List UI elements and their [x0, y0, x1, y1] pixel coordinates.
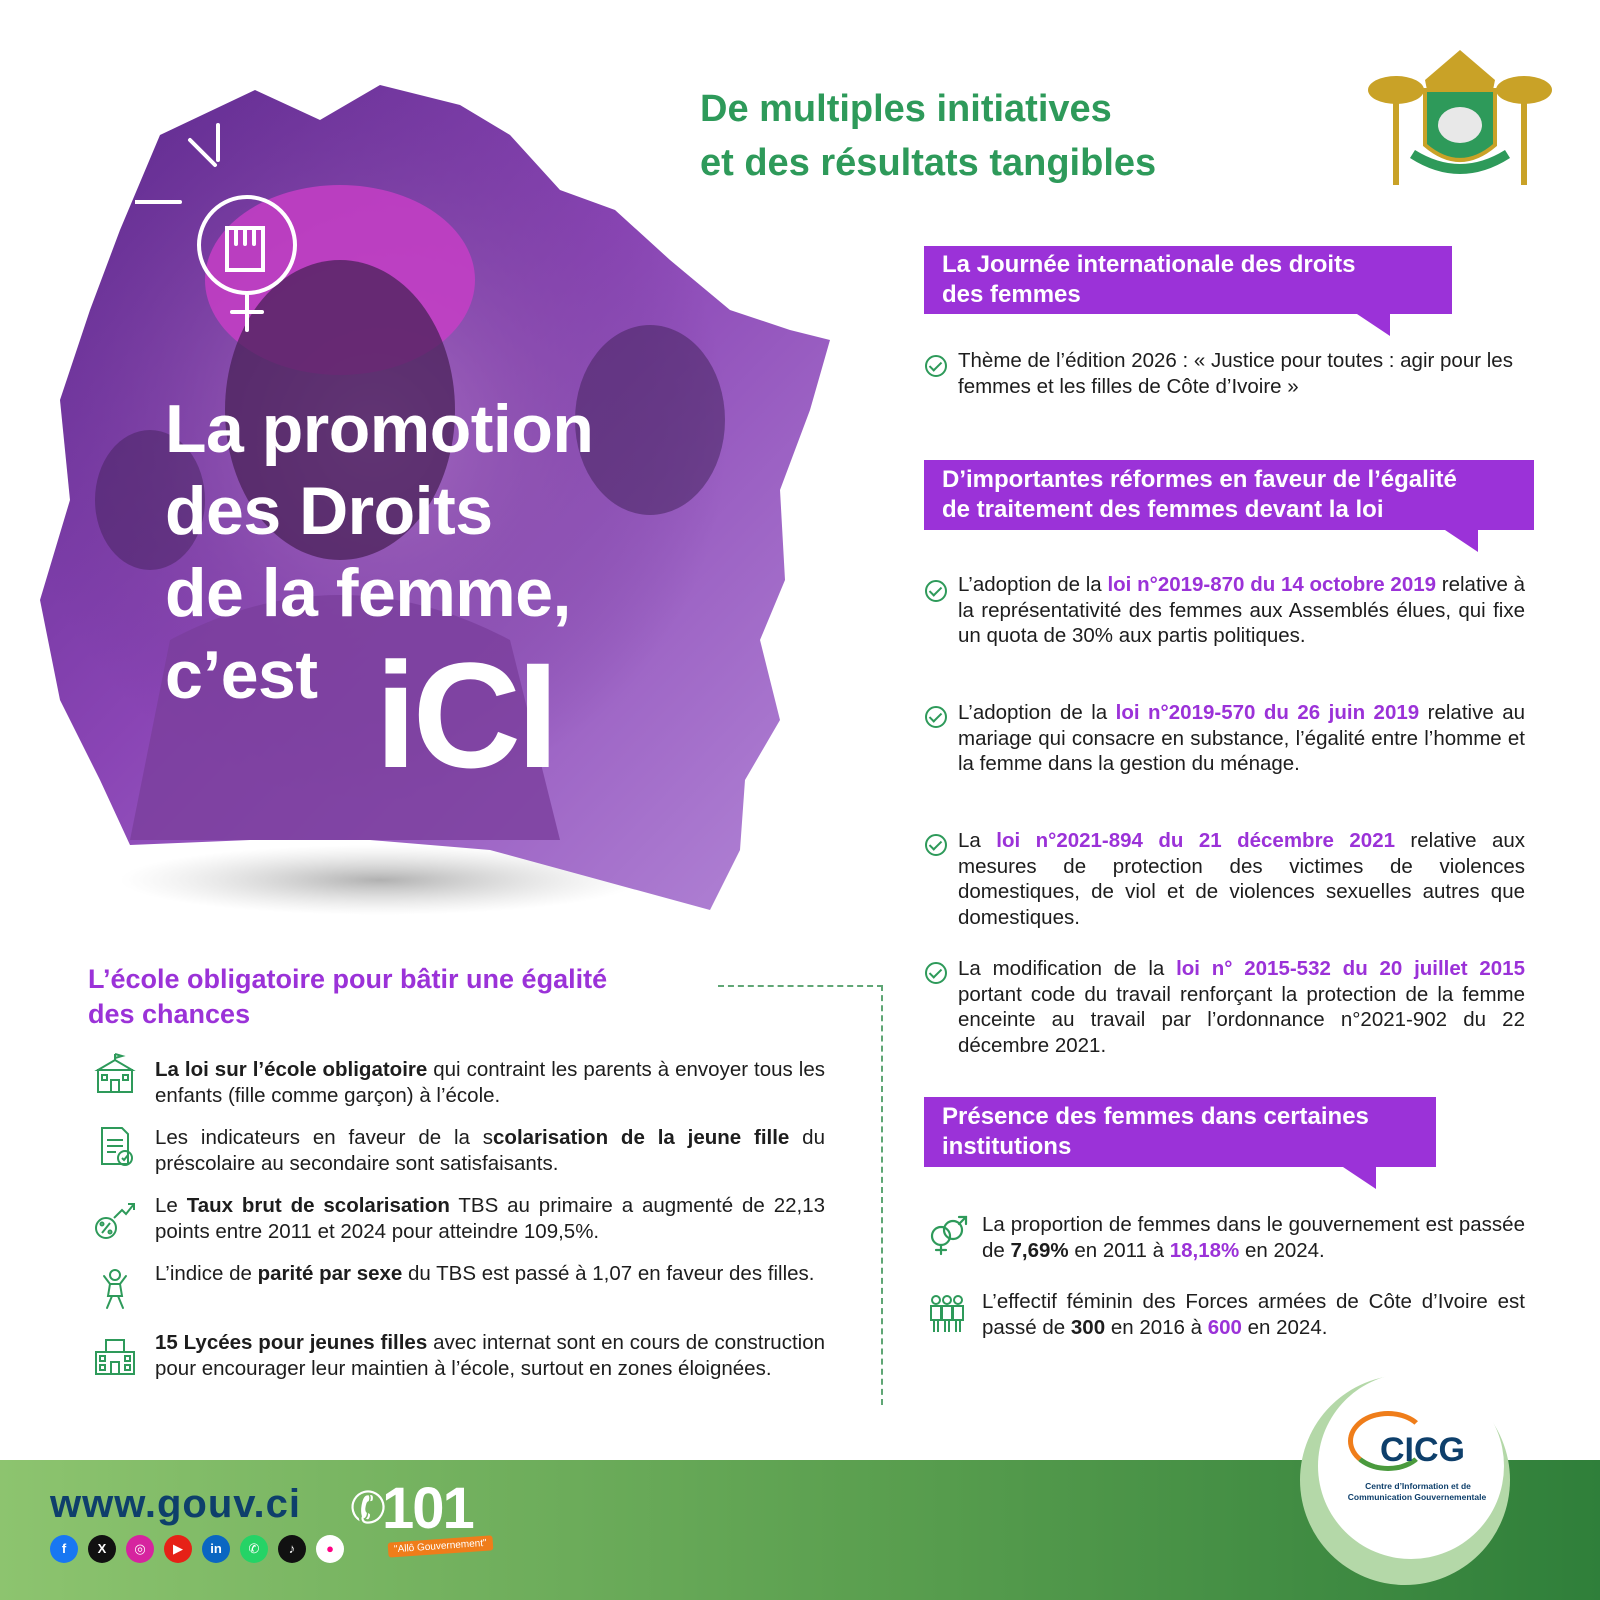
feminist-fist-icon	[135, 120, 310, 335]
ecole-item-1	[155, 1057, 825, 1108]
ecole-text: qui contraint les parents à envoyer tous les enfants (fille comme garçon) à l’école.	[155, 1058, 825, 1107]
cicg-caption-2: Communication Gouvernementale	[1347, 1492, 1487, 1502]
main-heading-line-1: De multiples initiatives	[700, 88, 1112, 130]
check-icon	[925, 834, 947, 856]
journee-theme: Thème de l’édition 2026 : « Justice pour toutes : agir pour les femmes et les filles de Côte d’Ivoire »	[958, 349, 1513, 398]
ecole-item-3	[155, 1193, 825, 1244]
journee-banner-line-2: des femmes	[942, 281, 1081, 308]
cicg-logo	[1318, 1373, 1504, 1559]
high-school-building-icon	[92, 1334, 138, 1380]
phone-icon: ✆	[344, 1480, 393, 1537]
reforme-text: La modification de la	[958, 957, 1177, 980]
tiktok-icon[interactable]: ♪	[278, 1535, 306, 1563]
cicg-caption-1: Centre d’Information et de	[1365, 1481, 1471, 1491]
reforme-text: relative aux mesures de protection des victimes de violences domestiques, de viol et de violences sexuelles autres que domestiques.	[958, 829, 1526, 929]
reforme-text: relative au mariage qui consacre en substance, l’égalité entre l’homme et la femme dans la gestion du ménage.	[958, 701, 1525, 775]
ecole-bold: parité par sexe	[257, 1262, 403, 1285]
hotline-number: 101	[382, 1476, 473, 1541]
reforme-text: La	[958, 829, 997, 852]
whatsapp-icon[interactable]: ✆	[240, 1535, 268, 1563]
website-link[interactable]: www.gouv.ci	[50, 1482, 302, 1526]
presence-text: en 2024.	[1239, 1238, 1325, 1262]
check-icon	[925, 355, 947, 377]
dashed-divider	[718, 985, 883, 987]
hero-line-4: c’est	[165, 637, 318, 713]
hero-line-1: La promotion	[165, 391, 594, 467]
law-reference: loi n°2019-870 du 14 octobre 2019	[1107, 573, 1437, 596]
reformes-banner-line-1: D’importantes réformes en faveur de l’égalité	[942, 466, 1457, 493]
presence-value: 300	[1070, 1315, 1106, 1339]
journee-banner-line-1: La Journée internationale des droits	[942, 251, 1356, 278]
presence-text: L’effectif féminin des Forces armées de Côte d’Ivoire est passé de	[982, 1290, 1525, 1339]
presence-value: 18,18%	[1169, 1238, 1240, 1262]
hero-ici: iCI	[375, 631, 555, 799]
hero-line-3: de la femme,	[165, 555, 571, 631]
youtube-icon[interactable]: ▶	[164, 1535, 192, 1563]
ecole-item-2	[155, 1125, 825, 1176]
reforme-item-3	[958, 828, 1525, 930]
ecole-bold: Taux brut de scolarisation	[186, 1194, 450, 1217]
presence-banner-line-2: institutions	[942, 1133, 1072, 1160]
cicg-name: CICG	[1380, 1431, 1465, 1469]
flickr-icon[interactable]: ●	[316, 1535, 344, 1563]
reformes-banner	[924, 460, 1534, 530]
ecole-bold: 15 Lycées pour jeunes filles	[155, 1331, 428, 1354]
ecole-heading-line-2: des chances	[88, 999, 251, 1029]
ecole-bold: colarisation de la jeune fille	[493, 1126, 790, 1149]
facebook-icon[interactable]: f	[50, 1535, 78, 1563]
presence-text: en 2024.	[1241, 1315, 1328, 1339]
main-heading	[700, 82, 1320, 190]
reforme-text: portant code du travail renforçant la protection de la femme enceinte au travail par l’ordonnance n°2021-902 du 22 décembre 2021.	[958, 982, 1525, 1057]
ecole-heading	[88, 962, 708, 1032]
instagram-icon[interactable]: ◎	[126, 1535, 154, 1563]
ecole-text: avec internat sont en cours de construction pour encourager leur maintien à l’école, surtout en zones éloignées.	[155, 1331, 826, 1380]
percentage-growth-icon	[92, 1196, 138, 1242]
presence-text: en 2011 à	[1068, 1238, 1170, 1262]
presence-item-2	[982, 1289, 1525, 1340]
hotline-caption: "Allô Gouvernement"	[388, 1535, 493, 1557]
linkedin-icon[interactable]: in	[202, 1535, 230, 1563]
dashed-divider	[881, 985, 883, 1405]
law-reference: loi n° 2015-532 du 20 juillet 2015	[1176, 957, 1525, 980]
ecole-heading-line-1: L’école obligatoire pour bâtir une égalité	[88, 964, 608, 994]
ecole-text: du TBS est passé à 1,07 en faveur des filles.	[402, 1262, 815, 1285]
girl-jumping-icon	[92, 1266, 138, 1312]
journee-banner	[924, 246, 1452, 314]
reforme-text: relative à la représentativité des femmes aux Assemblés élues, qui fixe un quota de 30% aux partis politiques.	[958, 573, 1525, 647]
reforme-item-4	[958, 956, 1525, 1058]
check-icon	[925, 962, 947, 984]
x-icon[interactable]: X	[88, 1535, 116, 1563]
ecole-item-4	[155, 1261, 825, 1287]
soldiers-icon	[926, 1292, 968, 1334]
reforme-text: L’adoption de la	[958, 701, 1116, 724]
ecole-item-5	[155, 1330, 825, 1381]
presence-value: 600	[1207, 1315, 1242, 1339]
ecole-text: Le	[155, 1194, 187, 1217]
ecole-bold: La loi sur l’école obligatoire	[155, 1058, 428, 1081]
ecole-text: du préscolaire au secondaire sont satisfaisants.	[155, 1126, 825, 1175]
hero-line-2: des Droits	[165, 473, 493, 549]
reforme-item-1	[958, 572, 1525, 649]
coat-of-arms-icon	[1365, 40, 1555, 190]
ecole-text: L’indice de	[155, 1262, 258, 1285]
presence-value: 7,69%	[1010, 1238, 1069, 1262]
law-reference: loi n°2021-894 du 21 décembre 2021	[996, 829, 1395, 852]
check-icon	[925, 580, 947, 602]
presence-text: en 2016 à	[1105, 1315, 1208, 1339]
report-document-icon	[92, 1124, 138, 1170]
gender-symbols-icon	[926, 1214, 968, 1256]
school-building-icon	[92, 1052, 138, 1098]
ecole-text: Les indicateurs en faveur de la s	[155, 1126, 494, 1149]
reforme-item-2	[958, 700, 1525, 777]
reforme-text: L’adoption de la	[958, 573, 1108, 596]
reformes-banner-line-2: de traitement des femmes devant la loi	[942, 496, 1384, 523]
presence-item-1	[982, 1212, 1525, 1263]
presence-banner-line-1: Présence des femmes dans certaines	[942, 1103, 1369, 1130]
law-reference: loi n°2019-570 du 26 juin 2019	[1115, 701, 1420, 724]
hotline-badge[interactable]	[344, 1475, 487, 1565]
main-heading-line-2: et des résultats tangibles	[700, 142, 1157, 184]
ecole-text: TBS au primaire a augmenté de 22,13 points entre 2011 et 2024 pour atteindre 109,5%.	[155, 1194, 826, 1243]
presence-banner	[924, 1097, 1436, 1167]
presence-text: La proportion de femmes dans le gouvernement est passée de	[982, 1213, 1525, 1262]
check-icon	[925, 706, 947, 728]
